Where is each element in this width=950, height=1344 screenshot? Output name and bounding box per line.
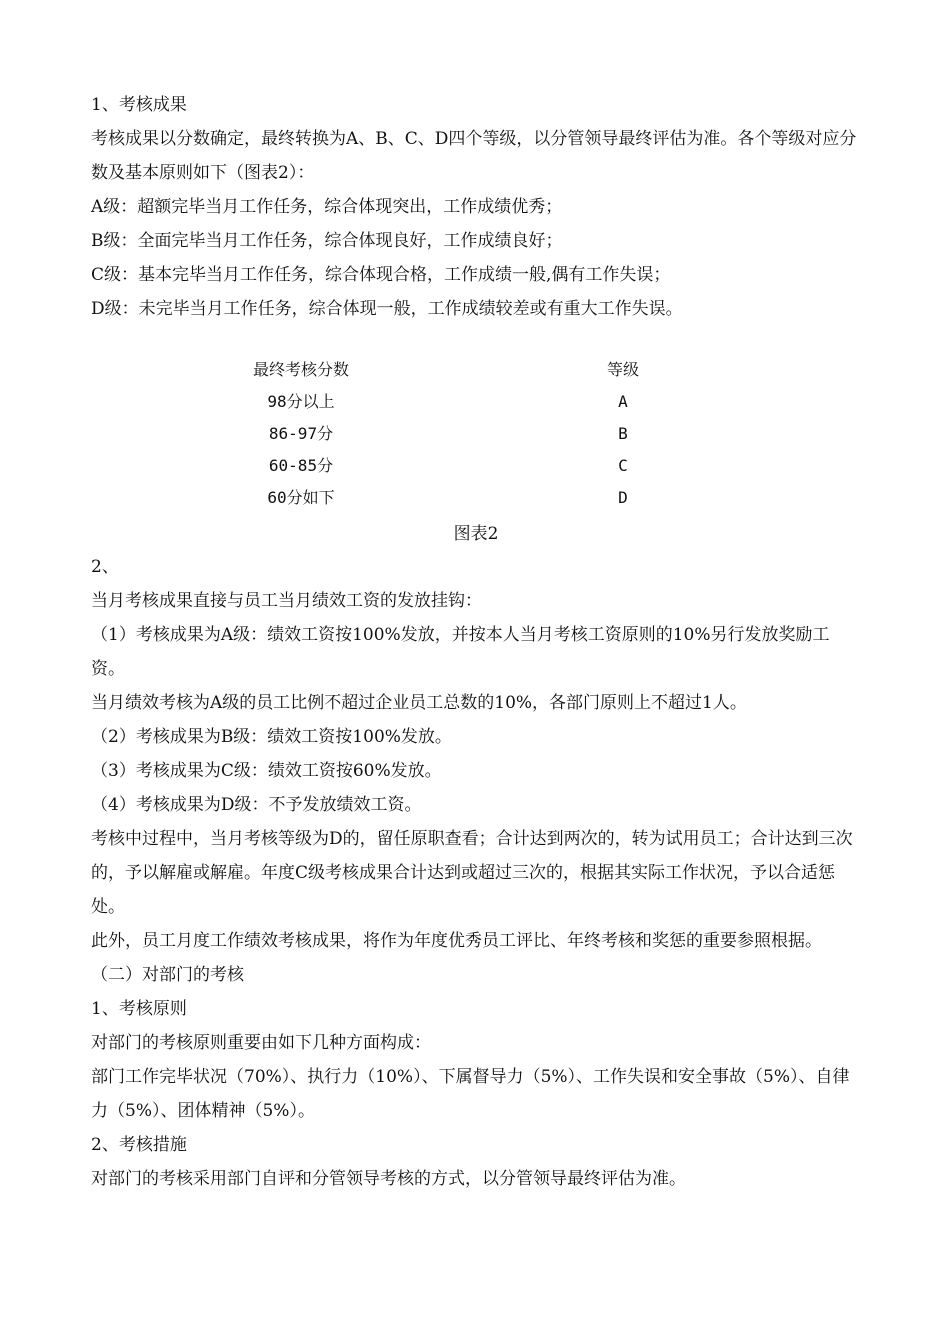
paragraph: 部门工作完毕状况（70%）、执行力（10%）、下属督导力（5%）、工作失误和安全事故（5%）、自律力（5%）、团体精神（5%）。 <box>91 1067 850 1121</box>
table-cell-grade: B <box>618 424 628 443</box>
grade-c-description: C级：基本完毕当月工作任务，综合体现合格，工作成绩一般,偶有工作失误； <box>91 265 671 285</box>
section-heading: 2、 <box>91 557 119 577</box>
grade-table <box>91 354 861 550</box>
table-cell-grade: C <box>618 456 628 475</box>
grade-b-description: B级：全面完毕当月工作任务，综合体现良好，工作成绩良好； <box>91 231 563 251</box>
table-row <box>91 482 861 514</box>
grade-d-description: D级：未完毕当月工作任务，综合体现一般，工作成绩较差或有重大工作失误。 <box>91 299 683 319</box>
table-header-row <box>91 354 861 386</box>
paragraph: 对部门的考核原则重要由如下几种方面构成： <box>91 1033 431 1053</box>
list-item: （3）考核成果为C级：绩效工资按60%发放。 <box>91 761 442 781</box>
table-cell-grade: A <box>618 392 628 411</box>
document-body <box>91 88 861 1196</box>
table-caption: 图表2 <box>453 524 499 544</box>
paragraph: 对部门的考核采用部门自评和分管领导考核的方式，以分管领导最终评估为准。 <box>91 1169 686 1189</box>
table-cell-score: 60分如下 <box>267 488 335 507</box>
grade-a-description: A级：超额完毕当月工作任务，综合体现突出，工作成绩优秀； <box>91 197 563 217</box>
table-row <box>91 450 861 482</box>
list-item: （1）考核成果为A级：绩效工资按100%发放，并按本人当月考核工资原则的10%另行发放奖励工资。 <box>91 625 830 679</box>
table-header-grade: 等级 <box>606 360 639 379</box>
subsection-heading: 2、考核措施 <box>91 1135 187 1155</box>
table-cell-score: 60-85分 <box>268 456 334 475</box>
list-item: （4）考核成果为D级：不予发放绩效工资。 <box>91 795 422 815</box>
list-item: （2）考核成果为B级：绩效工资按100%发放。 <box>91 727 452 747</box>
table-row <box>91 418 861 450</box>
table-header-score: 最终考核分数 <box>252 360 349 379</box>
paragraph: 考核中过程中，当月考核等级为D的，留任原职查看；合计达到两次的，转为试用员工；合计达到三次的，予以解雇或解雇。年度C级考核成果合计达到或超过三次的，根据其实际工作状况，予以合适惩处。 <box>91 829 853 917</box>
paragraph: 此外，员工月度工作绩效考核成果，将作为年度优秀员工评比、年终考核和奖惩的重要参照根据。 <box>91 931 822 951</box>
paragraph: 当月考核成果直接与员工当月绩效工资的发放挂钩： <box>91 591 482 611</box>
table-cell-grade: D <box>618 488 628 507</box>
section-heading: （二）对部门的考核 <box>91 965 244 985</box>
table-cell-score: 86-97分 <box>268 424 334 443</box>
table-cell-score: 98分以上 <box>267 392 335 411</box>
paragraph: 当月绩效考核为A级的员工比例不超过企业员工总数的10%，各部门原则上不超过1人。 <box>91 693 747 713</box>
paragraph: 考核成果以分数确定，最终转换为A、B、C、D四个等级，以分管领导最终评估为准。各个等级对应分数及基本原则如下（图表2）： <box>91 129 857 183</box>
table-row <box>91 386 861 418</box>
section-heading: 1、考核成果 <box>91 95 187 115</box>
subsection-heading: 1、考核原则 <box>91 999 187 1019</box>
